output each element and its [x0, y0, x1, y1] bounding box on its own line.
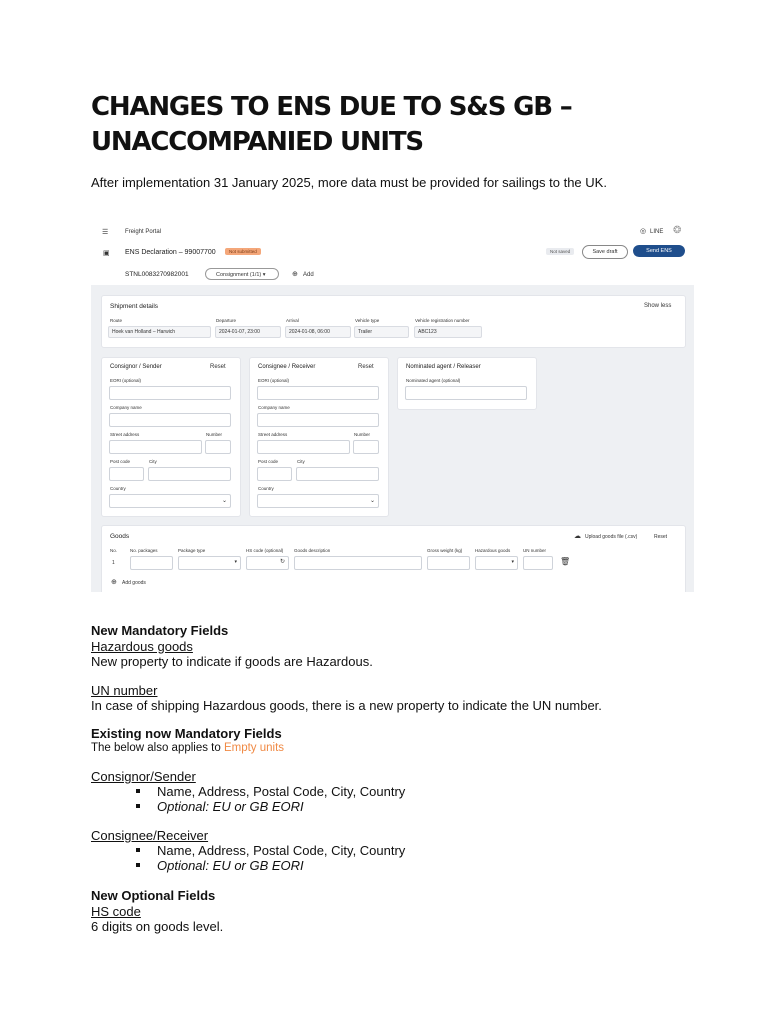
hazardous-goods-text: New property to indicate if goods are Hazardous.	[91, 654, 373, 669]
un-number-input[interactable]	[523, 556, 553, 570]
booking-reference: STNL0083270982001	[125, 271, 189, 278]
vehicle-type-label: Vehicle type	[355, 318, 380, 323]
consignor-eori-label: EORI (optional)	[110, 378, 142, 383]
consignment-select-value: Consignment (1/1)	[216, 272, 262, 278]
title-line-1: CHANGES TO ENS DUE TO S&S GB –	[91, 92, 572, 122]
consignor-postcode-label: Post code	[110, 459, 131, 464]
departure-value: 2024-01-07, 23:00	[219, 329, 260, 335]
route-label: Route	[110, 318, 123, 323]
col-un-number: UN number	[523, 548, 547, 553]
agent-field-label: Nominated agent (optional)	[406, 378, 461, 383]
add-goods-link[interactable]: Add goods	[122, 580, 146, 586]
consignor-city-input[interactable]	[148, 467, 231, 481]
hs-code-input[interactable]	[246, 556, 289, 570]
agent-heading: Nominated agent / Releaser	[406, 364, 481, 370]
user-icon: ◎	[640, 228, 647, 235]
consignee-number-input[interactable]	[353, 440, 379, 454]
chevron-down-icon: ▾	[511, 559, 514, 565]
goods-row-number: 1	[112, 560, 115, 566]
not-saved-badge: Not saved	[546, 248, 574, 255]
title-line-2: UNACCOMPANIED UNITS	[91, 127, 423, 157]
send-ens-button[interactable]: Send ENS	[633, 245, 685, 257]
settings-icon: ❂	[673, 225, 682, 236]
existing-mandatory-heading: Existing now Mandatory Fields	[91, 726, 282, 741]
list-item: Optional: EU or GB EORI	[157, 858, 405, 873]
consignor-postcode-input[interactable]	[109, 467, 144, 481]
col-hazardous: Hazardous goods	[475, 548, 511, 553]
chevron-down-icon: ▾	[262, 272, 266, 278]
un-number-text: In case of shipping Hazardous goods, there is a new property to indicate the UN number.	[91, 698, 602, 713]
gross-weight-input[interactable]	[427, 556, 470, 570]
packages-input[interactable]	[130, 556, 173, 570]
consignor-country-select[interactable]	[109, 494, 231, 508]
menu-icon: ☰	[102, 229, 109, 236]
ens-form-screenshot	[91, 215, 694, 592]
goods-reset[interactable]: Reset	[654, 534, 668, 540]
new-mandatory-heading: New Mandatory Fields	[91, 623, 229, 638]
list-item: Optional: EU or GB EORI	[157, 799, 405, 814]
chevron-down-icon: ⌄	[221, 498, 227, 504]
chevron-down-icon: ▾	[234, 559, 237, 565]
applies-paragraph	[91, 741, 284, 756]
app-title: Freight Portal	[125, 229, 162, 235]
consignor-list	[157, 784, 405, 814]
route-field	[108, 326, 211, 338]
package-type-select[interactable]	[178, 556, 241, 570]
consignee-number-label: Number	[354, 432, 371, 437]
vehicle-reg-field	[414, 326, 482, 338]
add-circle-icon[interactable]: ⊕	[292, 271, 298, 278]
agent-input[interactable]	[405, 386, 527, 400]
consignee-city-label: City	[297, 459, 305, 464]
vehicle-reg-value: ABC123	[418, 329, 437, 335]
col-description: Goods description	[294, 548, 331, 553]
goods-heading: Goods	[110, 533, 130, 540]
description-input[interactable]	[294, 556, 422, 570]
vehicle-type-value: Trailer	[358, 329, 372, 335]
consignor-reset[interactable]: Reset	[210, 364, 226, 370]
arrival-label: Arrival	[286, 318, 299, 323]
departure-label: Departure	[216, 318, 237, 323]
declaration-title: ENS Declaration – 99007700	[125, 249, 216, 256]
hazardous-select[interactable]	[475, 556, 518, 570]
col-no: No.	[110, 548, 118, 553]
upload-goods-link[interactable]: Upload goods file (.csv)	[585, 534, 638, 540]
col-package-type: Package type	[178, 548, 206, 553]
save-draft-button[interactable]: Save draft	[582, 245, 628, 259]
hazardous-goods-title: Hazardous goods	[91, 639, 193, 654]
page-title	[91, 90, 651, 160]
hs-code-text: 6 digits on goods level.	[91, 919, 224, 934]
consignor-company-input[interactable]	[109, 413, 231, 427]
vehicle-type-field	[354, 326, 409, 338]
consignee-city-input[interactable]	[296, 467, 379, 481]
trash-icon[interactable]: 🗑	[560, 557, 571, 566]
consignor-street-input[interactable]	[109, 440, 202, 454]
hs-code-title: HS code	[91, 904, 141, 919]
consignee-title: Consignee/Receiver	[91, 828, 209, 843]
upload-cloud-icon[interactable]: ☁	[574, 533, 581, 540]
consignment-select[interactable]	[205, 268, 279, 280]
status-badge: Not submitted	[225, 248, 261, 255]
consignee-eori-label: EORI (optional)	[258, 378, 290, 383]
departure-field	[215, 326, 281, 338]
consignee-country-label: Country	[258, 486, 274, 491]
consignee-company-label: Company name	[258, 405, 290, 410]
consignee-street-label: Street address	[258, 432, 288, 437]
new-optional-heading: New Optional Fields	[91, 888, 216, 903]
col-hs-code: HS code (optional)	[246, 548, 284, 553]
intro-paragraph: After implementation 31 January 2025, more data must be provided for sailings to the UK.	[91, 175, 607, 190]
consignee-company-input[interactable]	[257, 413, 379, 427]
consignee-reset[interactable]: Reset	[358, 364, 374, 370]
consignee-street-input[interactable]	[257, 440, 350, 454]
consignor-heading: Consignor / Sender	[110, 364, 162, 370]
consignor-number-label: Number	[206, 432, 223, 437]
shipment-details-card	[101, 295, 686, 348]
consignee-list	[157, 843, 405, 873]
list-item: Name, Address, Postal Code, City, Country	[157, 784, 406, 799]
list-item: Name, Address, Postal Code, City, Country	[157, 843, 406, 858]
consignee-country-select[interactable]	[257, 494, 379, 508]
consignor-country-label: Country	[110, 486, 126, 491]
consignee-postcode-input[interactable]	[257, 467, 292, 481]
show-less-link[interactable]: Show less	[644, 303, 672, 309]
add-circle-icon[interactable]: ⊕	[111, 579, 117, 586]
chevron-down-icon: ⌄	[369, 498, 375, 504]
add-consignment-label[interactable]: Add	[303, 272, 314, 278]
route-value: Hoek van Holland – Harwich	[112, 329, 176, 335]
applies-text: The below also applies to	[91, 742, 224, 754]
consignee-postcode-label: Post code	[258, 459, 279, 464]
consignee-eori-input[interactable]	[257, 386, 379, 400]
arrival-field	[285, 326, 351, 338]
empty-units-link[interactable]: Empty units	[223, 742, 285, 754]
refresh-icon: ↻	[279, 559, 285, 565]
consignor-number-input[interactable]	[205, 440, 231, 454]
arrival-value: 2024-01-08, 06:00	[289, 329, 330, 335]
col-packages: No. packages	[130, 548, 158, 553]
consignor-title: Consignor/Sender	[91, 769, 196, 784]
consignor-city-label: City	[149, 459, 157, 464]
col-gross-weight: Gross weight (kg)	[427, 548, 463, 553]
document-icon: ▣	[103, 250, 110, 257]
consignor-eori-input[interactable]	[109, 386, 231, 400]
shipment-heading: Shipment details	[110, 303, 159, 310]
user-label: LINE	[650, 229, 664, 235]
un-number-title: UN number	[91, 683, 158, 698]
consignor-company-label: Company name	[110, 405, 142, 410]
vehicle-reg-label: Vehicle registration number	[415, 318, 470, 323]
consignor-street-label: Street address	[110, 432, 140, 437]
consignee-heading: Consignee / Receiver	[258, 364, 316, 370]
